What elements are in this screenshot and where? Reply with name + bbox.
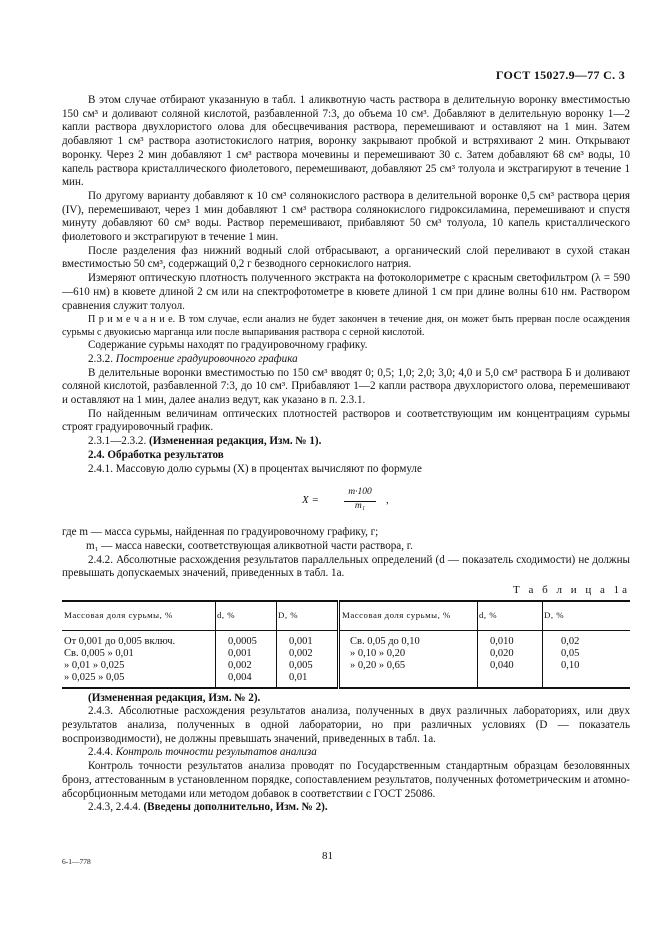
paragraph: По другому варианту добавляют к 10 см³ солянокислого раствора в делительной воронке 0,5 см³ раствора церия (IV), перемешивают, через 1 мин добавляют 1 см³ раствора солянокислого гидроксиламина, перемешивают и спустя минуту добавляют 60 см³ воды. Раствор перемешивают, прибавляют 50 см³ толуола, 10 капель кристаллического фиолетового и экстрагируют в течение 1 мин. bbox=[62, 189, 630, 244]
table-cell: 0,002 bbox=[216, 660, 277, 672]
table-cell: Св. 0,05 до 0,10 bbox=[339, 630, 478, 648]
table-row bbox=[62, 630, 630, 648]
table-cell bbox=[339, 672, 478, 687]
paragraph: Контроль точности результатов анализа проводят по Государственным стандартным образцам безоловянных бронз, аттестованным в установленном порядке, сопоставлением результатов, полученных фотометрическим и атомно-абсорбционным методами или методом добавок в соответствии с ГОСТ 25086. bbox=[62, 760, 630, 800]
section-number: 2.3.2. bbox=[88, 352, 113, 365]
column-header: Массовая доля сурьмы, % bbox=[339, 601, 478, 631]
column-header: d, % bbox=[478, 601, 543, 631]
amendment-text: (Введены дополнительно, Изм. № 2). bbox=[143, 801, 328, 814]
section-heading bbox=[62, 746, 630, 760]
paragraph: 2.4.2. Абсолютные расхождения результатов параллельных определений (d — показатель сходимости) не должны превышать допускаемых значений, приведенных в табл. 1а. bbox=[62, 553, 630, 580]
footer-code: 6-1—778 bbox=[62, 857, 91, 866]
table-cell: 0,040 bbox=[478, 660, 543, 672]
section-title: Контроль точности результатов анализа bbox=[115, 746, 317, 759]
paragraph: После разделения фаз нижний водный слой отбрасывают, а органический слой переливают в сухой стакан вместимостью 50 см³, содержащий 0,2 г безводного сернокислого натрия. bbox=[62, 244, 630, 271]
paragraph: По найденным величинам оптических плотностей растворов и соответствующим им концентрациям сурьмы строят градуировочный график. bbox=[62, 407, 630, 434]
column-header: D, % bbox=[543, 601, 631, 631]
table-cell: 0,020 bbox=[478, 648, 543, 660]
table-cell: » 0,10 » 0,20 bbox=[339, 648, 478, 660]
amendment-text: (Измененная редакция, Изм. № 1). bbox=[149, 435, 322, 448]
table-cell: » 0,20 » 0,65 bbox=[339, 660, 478, 672]
amendment bbox=[62, 801, 630, 815]
section-title: Построение градуировочного графика bbox=[115, 352, 298, 365]
column-header: Массовая доля сурьмы, % bbox=[62, 601, 216, 631]
amendment-ref: 2.3.1—2.3.2. bbox=[88, 435, 147, 448]
paragraph: Содержание сурьмы находят по градуировочному графику. bbox=[88, 339, 368, 352]
paragraph: В делительные воронки вместимостью по 150 см³ вводят 0; 0,5; 1,0; 2,0; 3,0; 4,0 и 5,0 см³ раствора Б и доливают соляной кислотой, разбавленной 7:3, до 10 см³. Прибавляют 1—2 капли раствора двухлористого олова, перемешивают и оставляют на 1 мин, далее анализ ведут, как указано в п. 2.3.1. bbox=[62, 366, 630, 407]
table-caption: Т а б л и ц а 1а bbox=[513, 584, 630, 597]
table-cell: 0,004 bbox=[216, 672, 277, 687]
paragraph: где m — масса сурьмы, найденная по градуировочному графику, г; bbox=[62, 526, 379, 539]
table-cell: 0,05 bbox=[561, 648, 580, 659]
table-cell: 0,010 bbox=[478, 630, 543, 648]
section-title: 2.4. Обработка результатов bbox=[88, 448, 224, 461]
table-row bbox=[62, 648, 630, 660]
table-cell: Св. 0,005 » 0,01 bbox=[62, 648, 216, 660]
tolerance-table bbox=[62, 600, 630, 689]
formula-numerator: m·100 bbox=[344, 486, 376, 502]
note-text: В том случае, если анализ не будет закончен в течение дня, он может быть прерван после осаждения сурьмы с двуокисью марганца или после выпаривания раствора с серной кислотой. bbox=[62, 314, 630, 339]
table-cell: 0,005 bbox=[277, 660, 339, 672]
table-cell: 0,0005 bbox=[216, 630, 277, 648]
amendment-ref: 2.4.3, 2.4.4. bbox=[88, 801, 141, 814]
table-cell: 0,01 bbox=[277, 672, 339, 687]
page-header: ГОСТ 15027.9—77 С. 3 bbox=[495, 68, 625, 82]
table-cell: 0,02 bbox=[561, 635, 580, 647]
table-cell bbox=[478, 672, 543, 687]
amendment-text: (Измененная редакция, Изм. № 2). bbox=[88, 691, 261, 704]
document-body bbox=[62, 94, 630, 815]
section-heading bbox=[62, 353, 630, 367]
section-heading bbox=[62, 449, 630, 463]
column-header: D, % bbox=[277, 601, 339, 631]
paragraph: 2.4.3. Абсолютные расхождения результатов анализа, полученных в двух различных лабораториях, или двух результатов анализа, полученных в одной лаборатории, но при различных условиях (D — показатель воспроизводимости), не должны превышать значений, приведенных в табл. 1а. bbox=[62, 705, 630, 745]
paragraph: 2.4.1. Массовую долю сурьмы (X) в процентах вычисляют по формуле bbox=[88, 462, 422, 475]
note bbox=[62, 313, 630, 339]
section-number: 2.4.4. bbox=[88, 746, 113, 759]
table-cell: » 0,01 » 0,025 bbox=[62, 660, 216, 672]
column-header: d, % bbox=[216, 601, 277, 631]
formula bbox=[62, 486, 630, 514]
table-cell bbox=[543, 672, 631, 687]
table-cell: 0,10 bbox=[561, 660, 580, 672]
table-row bbox=[62, 672, 630, 687]
table-cell: 0,002 bbox=[277, 648, 339, 660]
amendment bbox=[62, 692, 630, 706]
formula-denominator: m₁ bbox=[354, 501, 366, 512]
paragraph: В этом случае отбирают указанную в табл. 1 аликвотную часть раствора в делительную воронку вместимостью 150 см³ и доливают соляной кислотой, разбавленной 7:3, до объема 10 см³. Добавляют в делительную воронку 1—2 капли раствора двухлористого олова для обесцвечивания раствора, перемешивают и оставляют на 1 мин. Затем добавляют 1 см³ раствора азотистокислого натрия, воронку закрывают пробкой и встряхивают 2 мин. Открывают воронку. Через 2 мин добавляют 1 см³ раствора мочевины и перемешивают 30 с. Затем добавляют 68 см³ воды, 10 капель раствора кристаллического фиолетового, перемешивают, добавляют 25 см³ толуола и экстрагируют в течение 1 мин. bbox=[62, 94, 630, 189]
page-number: 81 bbox=[322, 850, 333, 862]
paragraph: Измеряют оптическую плотность полученного экстракта на фотоколориметре с красным светофильтром (λ = 590—610 нм) в кювете длиной 2 см или на спектрофотометре в кювете длиной 1 см при длине волны 610 нм. Раствором сравнения служит толуол. bbox=[62, 272, 630, 312]
table-cell: » 0,025 » 0,05 bbox=[62, 672, 216, 687]
formula-lhs: X = bbox=[302, 494, 319, 507]
formula-tail: , bbox=[386, 494, 389, 507]
paragraph: m₁ — масса навески, соответствующая аликвотной части раствора, г. bbox=[86, 539, 413, 552]
table-row bbox=[62, 660, 630, 672]
table-cell: 0,001 bbox=[216, 648, 277, 660]
note-label: П р и м е ч а н и е. bbox=[88, 314, 176, 326]
table-cell: От 0,001 до 0,005 включ. bbox=[62, 630, 216, 648]
table-cell: 0,001 bbox=[277, 630, 339, 648]
amendment bbox=[62, 435, 630, 449]
